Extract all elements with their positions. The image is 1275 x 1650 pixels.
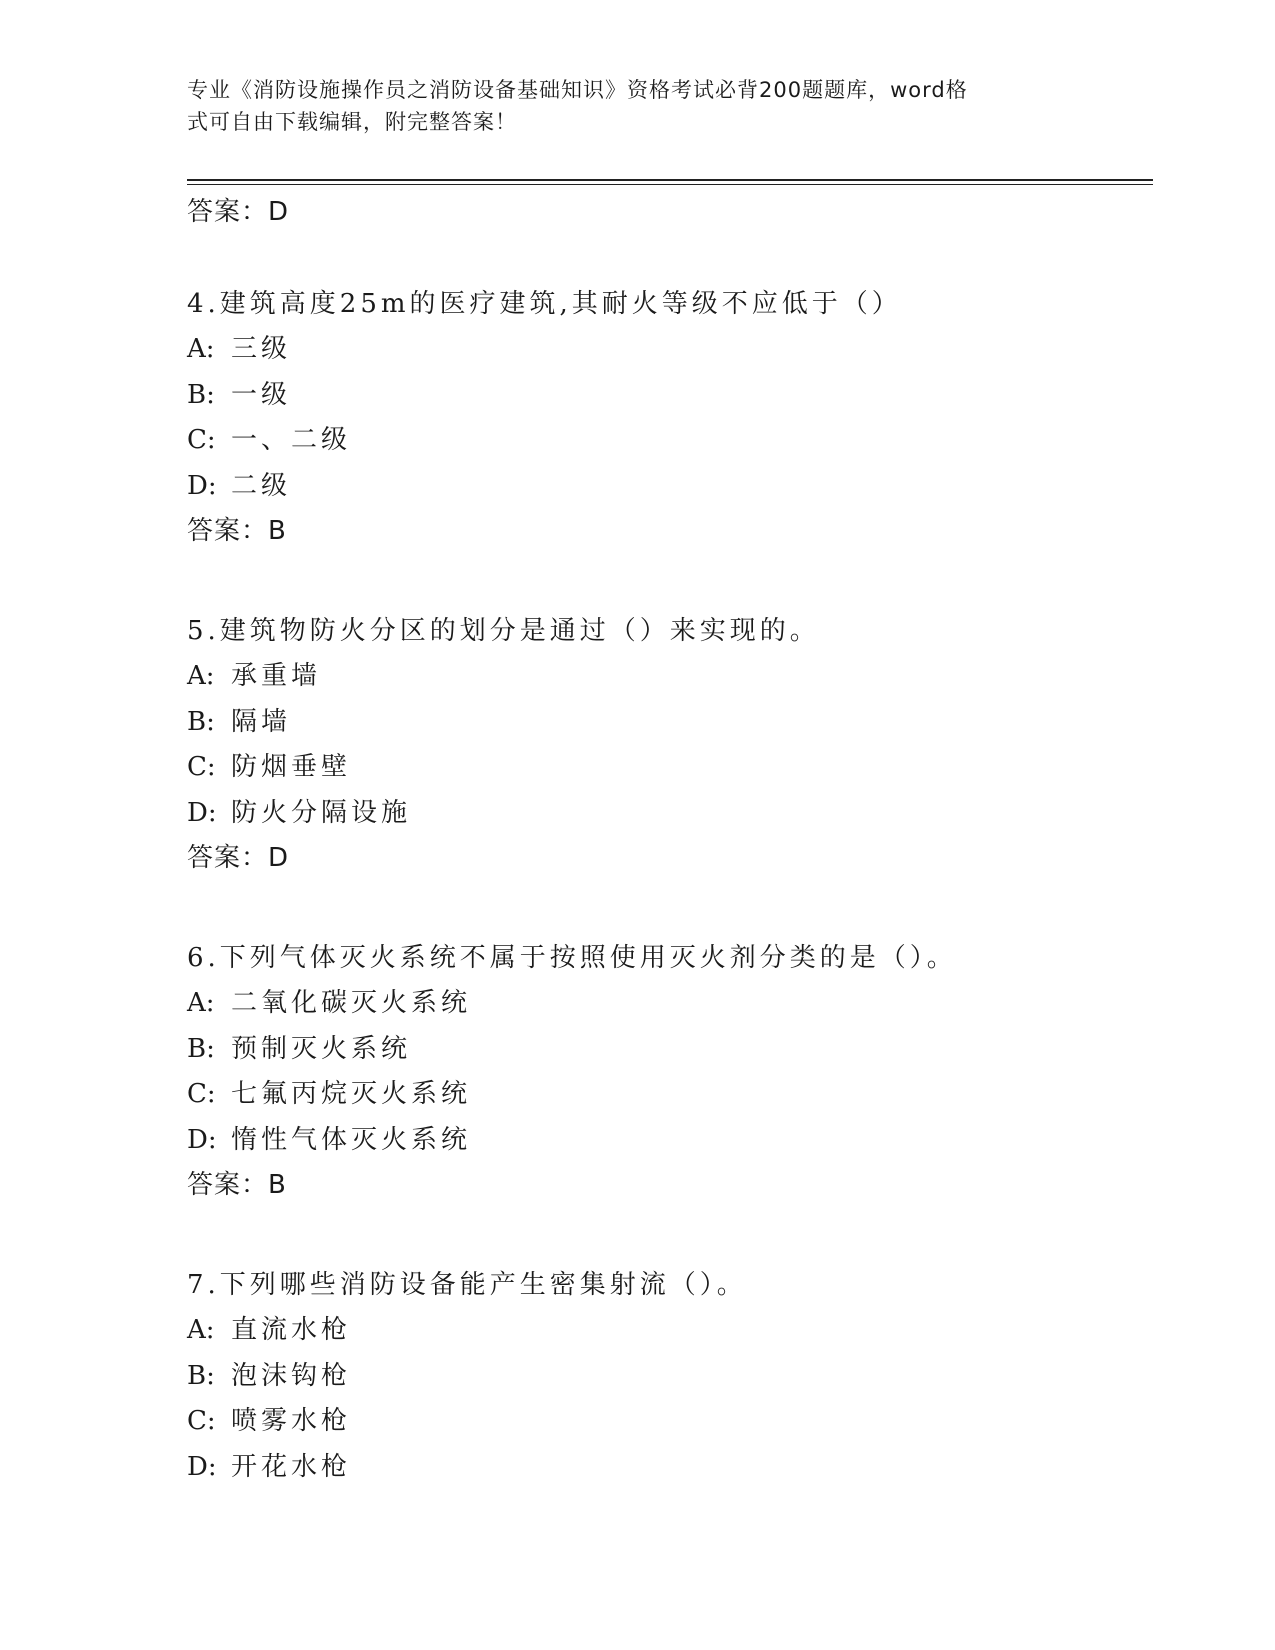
option-letter: B:: [187, 1033, 215, 1064]
option-a: [187, 654, 1147, 700]
option-b: [187, 700, 1147, 746]
option-d: [187, 1118, 1147, 1164]
option-text: 直流水枪: [231, 1315, 352, 1345]
option-letter: C:: [187, 425, 216, 455]
option-text: 开花水枪: [231, 1451, 352, 1482]
option-text: 三级: [231, 334, 292, 364]
option-c: [187, 418, 1147, 464]
header-divider-thick: [187, 179, 1153, 181]
question-stem: 4.建筑高度25m的医疗建筑,其耐火等级不应低于（）: [187, 289, 902, 319]
option-text: 二氧化碳灭火系统: [231, 988, 472, 1018]
option-letter: B:: [187, 1360, 215, 1391]
option-letter: A:: [187, 988, 215, 1018]
option-text: 防火分隔设施: [231, 797, 412, 828]
option-a: [187, 327, 1147, 373]
answer-line: 答案：D: [187, 843, 290, 873]
option-a: [187, 981, 1147, 1027]
answer-line: 答案：B: [187, 516, 287, 546]
option-letter: B:: [187, 706, 215, 737]
option-letter: C:: [187, 1079, 216, 1109]
question-4: [187, 282, 1147, 553]
header-title-line-1: 专业《消防设施操作员之消防设备基础知识》资格考试必背200题题库，word格: [187, 78, 968, 102]
option-d: [187, 1445, 1147, 1491]
option-a: [187, 1308, 1147, 1354]
option-text: 惰性气体灭火系统: [231, 1124, 472, 1155]
option-text: 防烟垂壁: [231, 752, 352, 782]
option-b: [187, 373, 1147, 419]
option-text: 喷雾水枪: [231, 1406, 352, 1436]
question-stem: 6.下列气体灭火系统不属于按照使用灭火剂分类的是（）。: [187, 943, 957, 973]
option-b: [187, 1354, 1147, 1400]
document-header: [187, 74, 1067, 138]
option-b: [187, 1027, 1147, 1073]
question-list: [187, 190, 1147, 1546]
option-letter: C:: [187, 1406, 216, 1436]
option-d: [187, 791, 1147, 837]
answer-line: 答案：B: [187, 1170, 287, 1200]
question-stem: 5.建筑物防火分区的划分是通过（）来实现的。: [187, 616, 820, 646]
question-stem: 7.下列哪些消防设备能产生密集射流（）。: [187, 1270, 747, 1300]
option-text: 七氟丙烷灭火系统: [231, 1079, 472, 1109]
option-letter: B:: [187, 379, 215, 410]
question-7: [187, 1263, 1147, 1490]
option-text: 预制灭火系统: [231, 1033, 412, 1064]
question-6: [187, 936, 1147, 1207]
previous-answer: 答案：D: [187, 197, 290, 227]
option-d: [187, 464, 1147, 510]
option-letter: C:: [187, 752, 216, 782]
option-text: 一级: [231, 379, 292, 410]
option-c: [187, 1072, 1147, 1118]
option-letter: D:: [187, 797, 217, 828]
option-text: 承重墙: [231, 661, 322, 691]
header-divider-thin: [187, 184, 1153, 185]
option-letter: D:: [187, 470, 217, 501]
option-letter: D:: [187, 1124, 217, 1155]
option-text: 泡沫钩枪: [231, 1360, 352, 1391]
option-letter: D:: [187, 1451, 217, 1482]
option-c: [187, 1399, 1147, 1445]
option-letter: A:: [187, 661, 215, 691]
question-5: [187, 609, 1147, 880]
option-text: 隔墙: [231, 706, 292, 737]
option-text: 一、二级: [231, 425, 352, 455]
option-c: [187, 745, 1147, 791]
header-title-line-2: 式可自由下载编辑，附完整答案！: [187, 110, 517, 134]
option-text: 二级: [231, 470, 292, 501]
option-letter: A:: [187, 334, 215, 364]
option-letter: A:: [187, 1315, 215, 1345]
